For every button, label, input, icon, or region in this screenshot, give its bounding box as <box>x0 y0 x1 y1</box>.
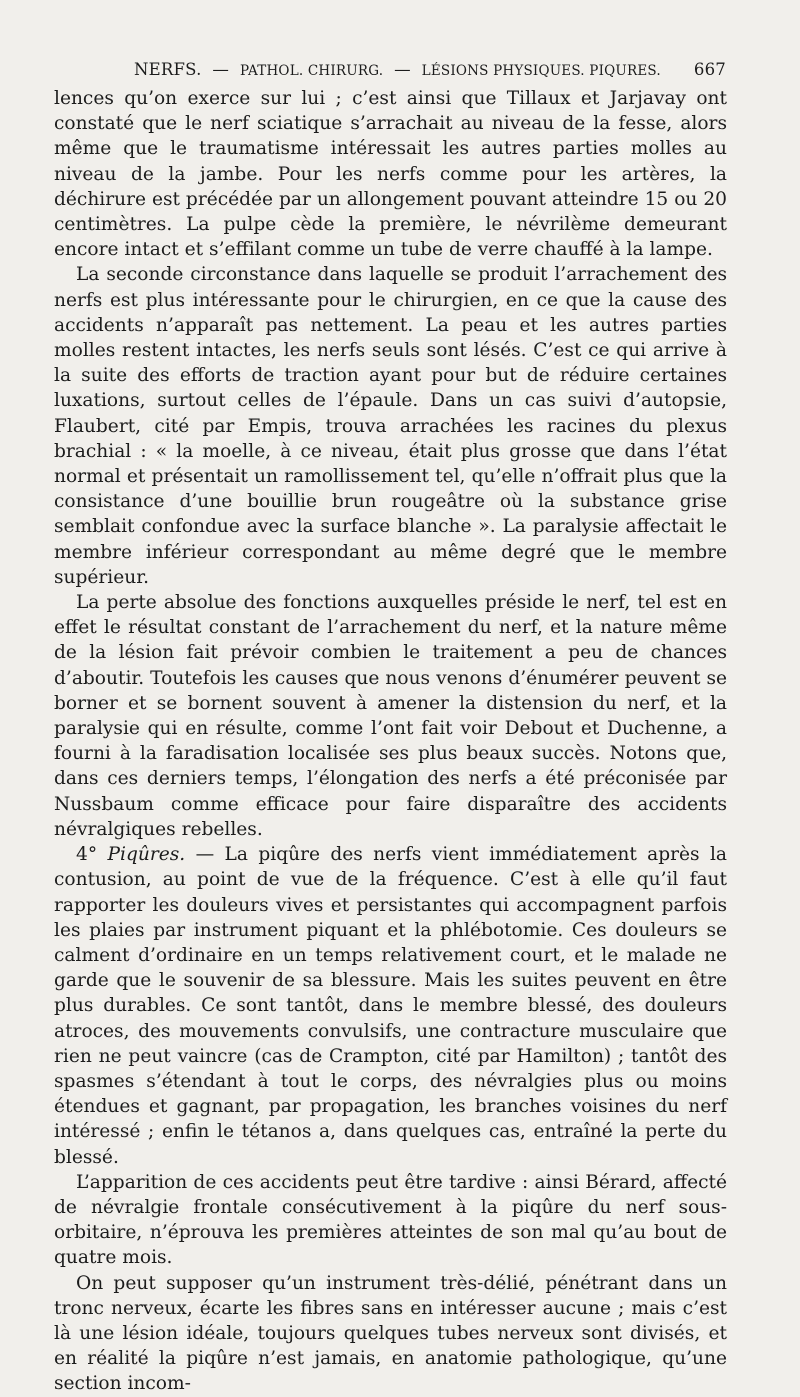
header-section: NERFS. <box>134 60 202 79</box>
paragraph-2: La seconde circonstance dans laquelle se produit l’arrachement des nerfs est plus intéressante pour le chirurgien, en ce que la cause des accidents n’apparaît pas nettement. La peau et les autres parties molles restent intactes, les nerfs seuls sont lésés. C’est ce qui arrive à la suite des efforts de traction ayant pour but de réduire certaines luxations, surtout celles de l’épaule. Dans un cas suivi d’autopsie, Flaubert, cité par Empis, trouva arrachées les racines du plexus brachial : « la moelle, à ce niveau, était plus grosse que dans l’état normal et présentait un ramollissement tel, qu’elle n’offrait plus que la consistance d’une bouillie brun rougeâtre où la substance grise semblait confondue avec la surface blanche ». La paralysie affectait le membre inférieur correspondant au même degré que le membre supérieur. <box>54 264 727 588</box>
paragraph-4 <box>54 842 727 1170</box>
section-number: 4° <box>76 844 98 866</box>
header-part-2: LÉSIONS PHYSIQUES. PIQURES. <box>421 63 661 79</box>
paragraph-6: On peut supposer qu’un instrument très-délié, pénétrant dans un tronc nerveux, écarte les fibres sans en intéresser aucune ; mais c’est là une lésion idéale, toujours quelques tubes nerveux sont divisés, et en réalité la piqûre n’est jamais, en anatomie pathologique, qu’une section incom- <box>54 1272 727 1395</box>
header-dash-1: — <box>212 60 230 79</box>
page-number: 667 <box>693 60 726 79</box>
paragraph-5: L’apparition de ces accidents peut être tardive : ainsi Bérard, affecté de névralgie frontale consécutivement à la piqûre du nerf sous-orbitaire, n’éprouva les premières atteintes de son mal qu’au bout de quatre mois. <box>54 1171 727 1269</box>
header-running-title <box>134 60 661 79</box>
paragraph-3: La perte absolue des fonctions auxquelles préside le nerf, tel est en effet le résultat constant de l’arrachement du nerf, et la nature même de la lésion fait prévoir combien le traitement a peu de chances d’aboutir. Toutefois les causes que nous venons d’énumérer peuvent se borner et se bornent souvent à amener la distension du nerf, et la paralysie qui en résulte, comme l’ont fait voir Debout et Duchenne, a fourni à la faradisation localisée ses plus beaux succès. Notons que, dans ces derniers temps, l’élongation des nerfs a été préconisée par Nussbaum comme efficace pour faire disparaître des accidents névralgiques rebelles. <box>54 592 727 840</box>
header-dash-2: — <box>394 60 411 79</box>
body-text <box>54 86 727 1397</box>
running-header <box>54 58 726 84</box>
paragraph-4-text: — La piqûre des nerfs vient immédiatement après la contusion, au point de vue de la fréquence. C’est à elle qu’il faut rapporter les douleurs vives et persistantes qui accompagnent parfois les plaies par instrument piquant et la phlébotomie. Ces douleurs se calment d’ordinaire en un temps relativement court, et le malade ne garde que le souvenir de sa blessure. Mais les suites peuvent en être plus durables. Ce sont tantôt, dans le membre blessé, des douleurs atroces, des mouvements convulsifs, une contracture musculaire que rien ne peut vaincre (cas de Crampton, cité par Hamilton) ; tantôt des spasmes s’étendant à tout le corps, des névralgies plus ou moins étendues et gagnant, par propagation, les branches voisines du nerf intéressé ; enfin le tétanos a, dans quelques cas, entraîné la perte du blessé. <box>54 844 727 1168</box>
header-part-1: PATHOL. CHIRURG. <box>240 63 384 79</box>
paragraph-1: lences qu’on exerce sur lui ; c’est ainsi que Tillaux et Jarjavay ont constaté que le nerf sciatique s’arrachait au niveau de la fesse, alors même que le traumatisme intéressait les autres parties molles au niveau de la jambe. Pour les nerfs comme pour les artères, la déchirure est précédée par un allongement pouvant atteindre 15 ou 20 centimètres. La pulpe cède la première, le névrilème demeurant encore intact et s’effilant comme un tube de verre chauffé à la lampe. <box>54 88 727 261</box>
section-title: Piqûres. <box>107 844 186 866</box>
